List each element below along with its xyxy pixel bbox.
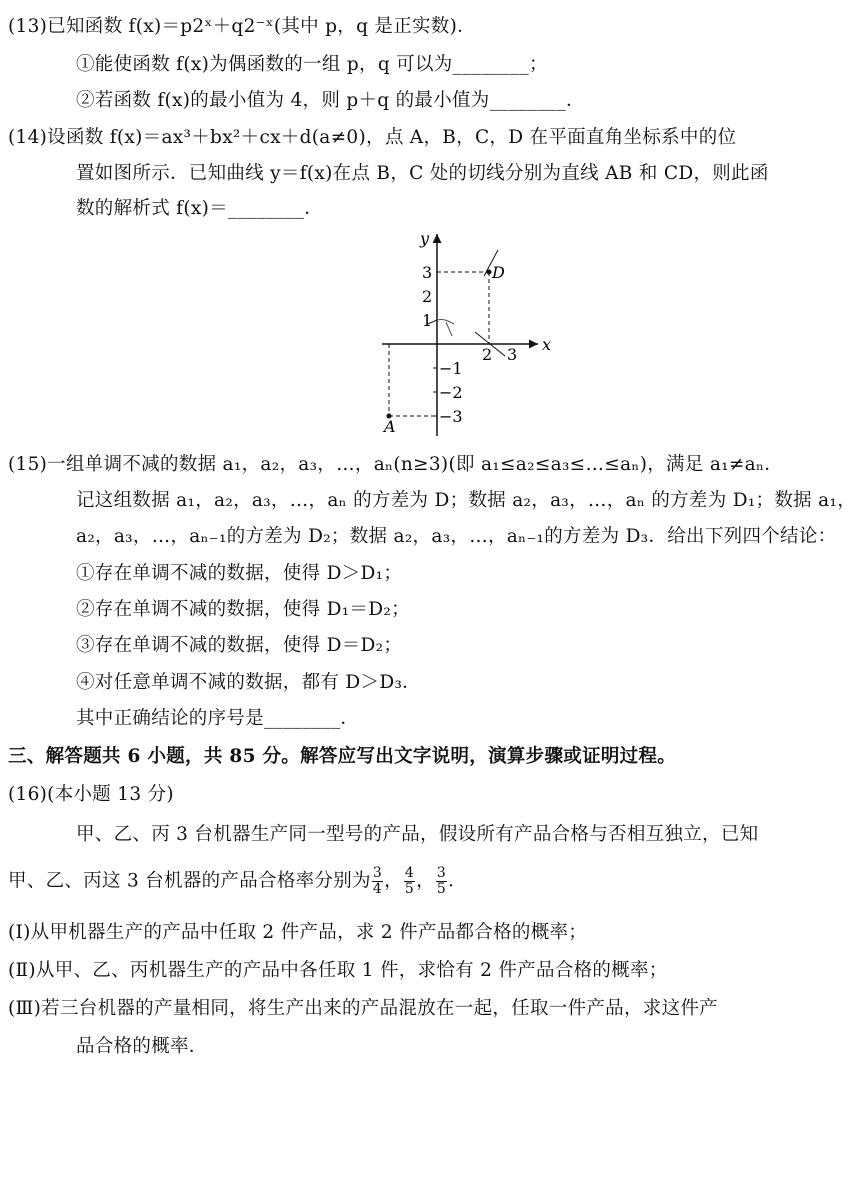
p16-question-1: (Ⅰ)从甲机器生产的产品中任取 2 件产品，求 2 件产品都合格的概率；: [8, 922, 588, 943]
coordinate-graph: [372, 226, 572, 440]
fraction-jia: $\frac{3}{4}$: [372, 865, 383, 897]
p13-stem: (13)已知函数 f(x)＝p2ˣ＋q2⁻ˣ(其中 p，q 是正实数)．: [8, 16, 476, 37]
y-tick-neg1: −1: [439, 359, 463, 378]
y-tick-3: 3: [422, 263, 433, 282]
p16-header: (16)(本小题 13 分): [8, 784, 174, 805]
p15-conclusion-4: ④对任意单调不减的数据，都有 D＞D₃．: [76, 672, 421, 693]
p14-line1: (14)设函数 f(x)＝ax³＋bx²＋cx＋d(a≠0)，点 A，B，C，D 在平面直角坐标系中的位: [8, 127, 737, 148]
y-tick-1: 1: [422, 311, 433, 330]
y-tick-neg3: −3: [439, 407, 463, 426]
point-D: [487, 270, 492, 275]
p15-conclusion-2: ②存在单调不减的数据，使得 D₁＝D₂；: [76, 599, 410, 620]
p15-question: 其中正确结论的序号是________．: [76, 708, 360, 729]
p16-line2-text: 甲、乙、丙这 3 台机器的产品合格率分别为: [8, 870, 371, 892]
tangent-sketch-B: [437, 319, 454, 336]
x-tick-3: 3: [507, 345, 518, 364]
p13-part2: ②若函数 f(x)的最小值为 4，则 p＋q 的最小值为________．: [76, 90, 585, 111]
point-D-label: D: [492, 263, 505, 282]
p15-conclusion-1: ①存在单调不减的数据，使得 D＞D₁；: [76, 563, 403, 584]
fraction-bing: $\frac{3}{5}$: [436, 865, 447, 897]
p13-part1: ①能使函数 f(x)为偶函数的一组 p，q 可以为________；: [76, 54, 548, 75]
y-tick-neg2: −2: [439, 383, 463, 402]
p16-question-3b: 品合格的概率．: [76, 1036, 208, 1057]
point-A-label: A: [384, 417, 396, 436]
p16-question-3a: (Ⅲ)若三台机器的产量相同，将生产出来的产品混放在一起，任取一件产品，求这件产: [8, 998, 718, 1019]
p15-conclusion-3: ③存在单调不减的数据，使得 D＝D₂；: [76, 635, 403, 656]
p16-line2: 甲、乙、丙这 3 台机器的产品合格率分别为 $\frac{3}{4}$ ， $\frac{4}{5}$ ， $\frac{3}{5}$ ．: [8, 865, 467, 897]
x-tick-2: 2: [482, 345, 493, 364]
p15-line1: (15)一组单调不减的数据 a₁，a₂，a₃，…，aₙ(n≥3)(即 a₁≤a₂≤a₃≤…≤aₙ)，满足 a₁≠aₙ．: [8, 454, 784, 475]
p14-line2: 置如图所示．已知曲线 y＝f(x)在点 B，C 处的切线分别为直线 AB 和 CD，则此函: [76, 163, 769, 184]
y-tick-2: 2: [422, 287, 433, 306]
p16-question-2: (Ⅱ)从甲、乙、丙机器生产的产品中各任取 1 件，求恰有 2 件产品合格的概率；: [8, 960, 668, 981]
y-axis-label: y: [420, 229, 430, 248]
x-axis-label: x: [542, 335, 552, 354]
section-3-heading: 三、解答题共 6 小题，共 85 分。解答应写出文字说明，演算步骤或证明过程。: [8, 746, 677, 767]
p15-line2: 记这组数据 a₁，a₂，a₃，…，aₙ 的方差为 D；数据 a₂，a₃，…，aₙ 的方差为 D₁；数据 a₁，: [76, 490, 856, 511]
fraction-yi: $\frac{4}{5}$: [404, 865, 415, 897]
p16-line1: 甲、乙、丙 3 台机器生产同一型号的产品，假设所有产品合格与否相互独立，已知: [76, 824, 759, 845]
p14-line3: 数的解析式 f(x)＝________．: [76, 198, 324, 219]
p15-line3: a₂，a₃，…，aₙ₋₁的方差为 D₂；数据 a₂，a₃，…，aₙ₋₁的方差为 D₃．给出下列四个结论：: [76, 526, 837, 547]
